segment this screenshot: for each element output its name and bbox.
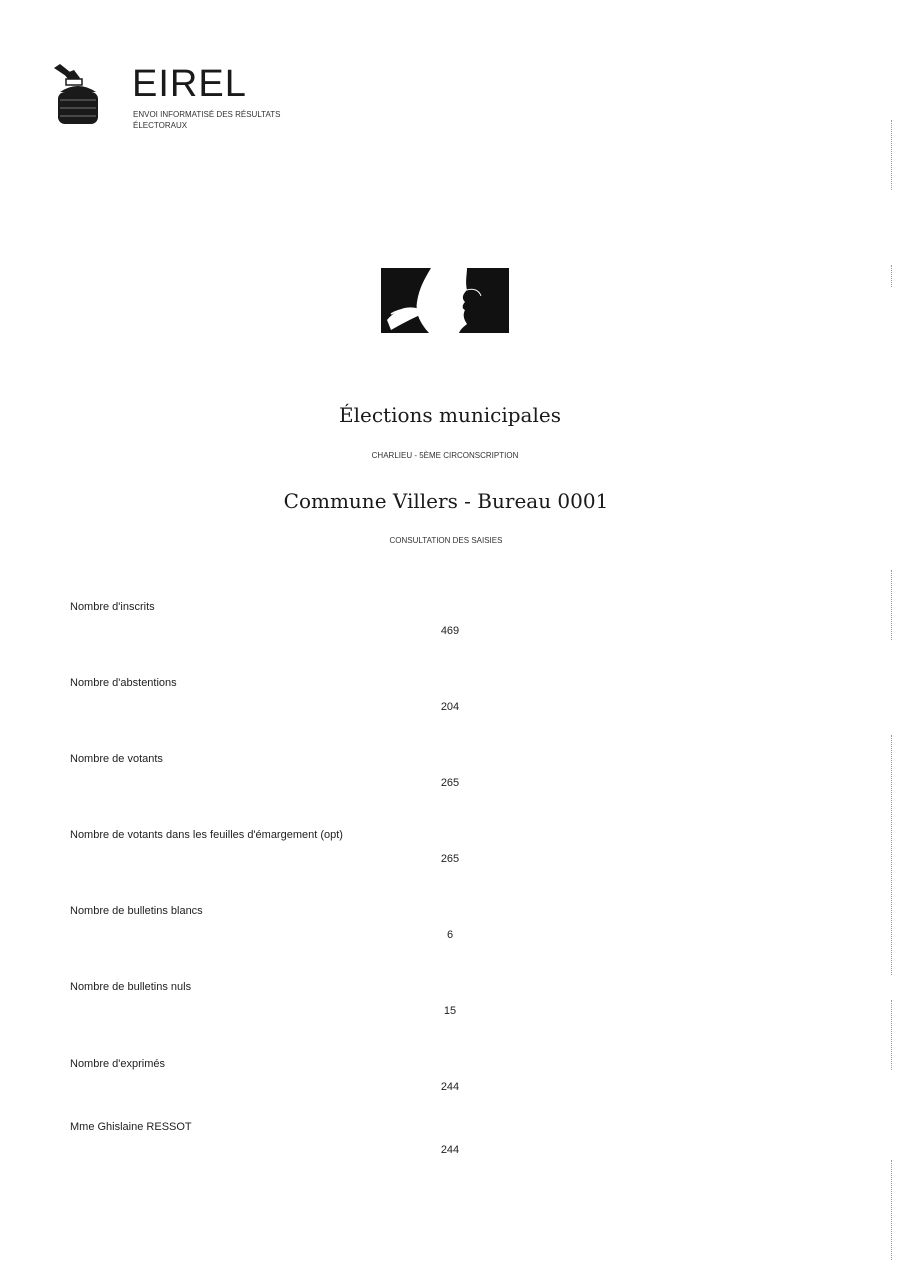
row-value-nuls: 15: [443, 1005, 457, 1017]
scan-edge-dots: [891, 120, 892, 190]
row-value-exprimes: 244: [440, 1081, 460, 1093]
row-label-candidat: Mme Ghislaine RESSOT: [70, 1121, 192, 1133]
marianne-emblem: [381, 268, 509, 333]
row-label-inscrits: Nombre d'inscrits: [70, 601, 155, 613]
eirel-logo: [52, 62, 312, 142]
row-value-votants-emargement: 265: [440, 853, 460, 865]
row-label-exprimes: Nombre d'exprimés: [70, 1058, 166, 1070]
mode-label: CONSULTATION DES SAISIES: [389, 536, 503, 545]
logo-title: EIREL: [132, 63, 247, 105]
row-value-abstentions: 204: [440, 701, 460, 713]
scan-edge-dots: [891, 570, 892, 640]
row-label-abstentions: Nombre d'abstentions: [70, 677, 177, 689]
row-value-candidat: 244: [440, 1144, 460, 1156]
logo-subtitle: ENVOI INFORMATISÉ DES RÉSULTATS ÉLECTORAUX: [133, 110, 281, 130]
commune-bureau-title: Commune Villers - Bureau 0001: [283, 489, 609, 513]
row-label-votants-emargement: Nombre de votants dans les feuilles d'émargement (opt): [70, 829, 343, 841]
ballot-box-icon: [52, 62, 104, 126]
circonscription-label: CHARLIEU - 5ÈME CIRCONSCRIPTION: [371, 451, 519, 460]
row-value-votants: 265: [440, 777, 460, 789]
row-label-nuls: Nombre de bulletins nuls: [70, 981, 192, 993]
row-label-votants: Nombre de votants: [70, 753, 163, 765]
scan-edge-dots: [891, 735, 892, 975]
scan-edge-dots: [891, 265, 892, 287]
scan-edge-dots: [891, 1000, 892, 1070]
scan-edge-dots: [891, 1160, 892, 1260]
row-value-blancs: 6: [446, 929, 454, 941]
row-label-blancs: Nombre de bulletins blancs: [70, 905, 203, 917]
page-title: Élections municipales: [339, 403, 561, 427]
row-value-inscrits: 469: [440, 625, 460, 637]
